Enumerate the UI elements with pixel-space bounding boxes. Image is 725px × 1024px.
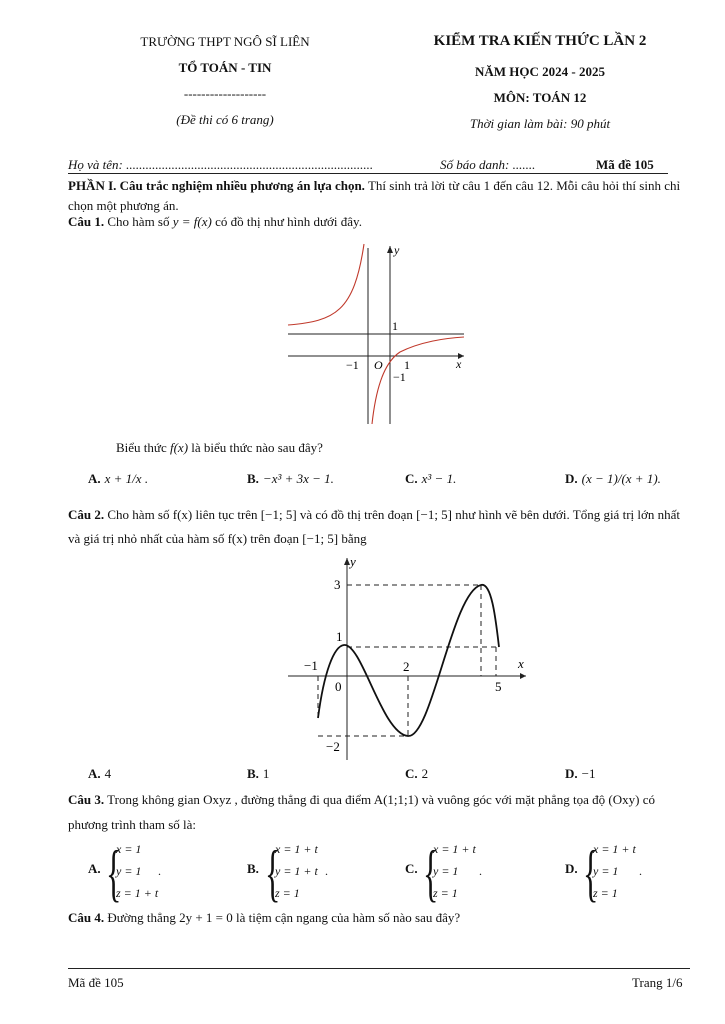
exam-title: KIỂM TRA KIẾN THỨC LẦN 2 (433, 33, 647, 49)
q2-label-neg-one: −1 (304, 658, 318, 673)
q3-option-c[interactable] (423, 837, 513, 908)
q2-option-d[interactable] (565, 766, 595, 782)
q3-option-a-end: . (158, 864, 161, 878)
q2-text: Cho hàm số f(x) liên tục trên [−1; 5] và có đồ thị trên đoạn [−1; 5] như hình vẽ bên dưới. Tổng giá trị lớn nhất và giá trị nhỏ nhất của hàm số f(x) trên đoạn [−1; 5] bằng (68, 507, 680, 546)
q3-option-d-key-wrap[interactable] (565, 861, 582, 877)
q3-option-b-key: B. (247, 861, 259, 876)
q3-option-b-line3: z = 1 (275, 886, 300, 900)
q4-label: Câu 4. (68, 910, 105, 925)
q2-option-b-key: B. (247, 766, 259, 781)
q3-option-b-line2: y = 1 + t (275, 864, 318, 878)
q2-option-b[interactable] (247, 766, 269, 782)
q1-label-origin: O (374, 358, 383, 372)
footer-code: Mã đề 105 (68, 975, 124, 990)
q1-label-one-x: 1 (404, 358, 410, 372)
q1-option-d-key: D. (565, 471, 578, 486)
part1-title: PHẦN I. Câu trắc nghiệm nhiều phương án lựa chọn. (68, 178, 365, 193)
q2-label-neg-two: −2 (326, 739, 340, 754)
q1-option-c-key: C. (405, 471, 418, 486)
q3-option-d-key: D. (565, 861, 578, 876)
q3-option-a-key-wrap[interactable] (88, 861, 105, 877)
q1-prompt-a: Biểu thức (116, 440, 170, 455)
q1-option-b-key: B. (247, 471, 259, 486)
q1-expr: y = f(x) (172, 214, 212, 229)
q1-text-b: có đồ thị như hình dưới đây. (211, 214, 362, 229)
q1-label-y: y (394, 243, 400, 257)
q2-option-a[interactable] (88, 766, 111, 782)
q1-y-arrow (387, 246, 393, 253)
q1-prompt-b: là biểu thức nào sau đây? (188, 440, 323, 455)
school-name: TRƯỜNG THPT NGÔ SĨ LIÊN (140, 34, 310, 49)
q2-option-a-key: A. (88, 766, 101, 781)
q2-statement (68, 503, 693, 551)
q1-label-neg-one-y: −1 (393, 370, 406, 384)
q2-option-c[interactable] (405, 766, 428, 782)
q3-label: Câu 3. (68, 792, 105, 807)
footer-rule (68, 968, 690, 969)
q1-option-a-value: x + 1/x . (104, 471, 149, 486)
q3-option-a-line3: z = 1 + t (116, 886, 159, 900)
footer-page: Trang 1/6 (632, 975, 683, 990)
q1-option-d-value: (x − 1)/(x + 1). (581, 471, 661, 486)
exam-code: Mã đề 105 (596, 157, 654, 172)
q3-option-b[interactable] (265, 837, 355, 908)
id-field: Số báo danh: ....... (440, 157, 536, 172)
q3-statement (68, 787, 693, 837)
q2-label-x: x (518, 656, 524, 671)
group-name: TỔ TOÁN - TIN (178, 60, 272, 75)
q2-label-y: y (350, 554, 356, 569)
name-field: Họ và tên: ............................................................................ (68, 157, 374, 172)
header-divider: ------------------- (183, 86, 267, 101)
header-rule (68, 173, 668, 174)
q1-label-neg-one-x: −1 (346, 358, 359, 372)
q2-graph (282, 552, 532, 764)
q2-label-five: 5 (495, 679, 502, 694)
q3-option-b-key-wrap[interactable] (247, 861, 263, 877)
q2-label-two: 2 (403, 659, 410, 674)
q3-option-b-line1: x = 1 + t (275, 842, 318, 856)
pages-note: (Đề thi có 6 trang) (176, 112, 274, 127)
q1-option-b[interactable] (247, 471, 334, 487)
q3-option-c-end: . (479, 864, 482, 878)
q1-option-a-key: A. (88, 471, 101, 486)
q3-option-a-key: A. (88, 861, 101, 876)
part1-heading (68, 176, 693, 216)
q3-option-b-end: . (325, 864, 328, 878)
q2-option-a-value: 4 (104, 766, 112, 781)
part1-instructions: Thí sinh trả lời từ câu 1 đến câu 12. Mỗi câu hỏi thí sinh chỉ chọn một phương án. (68, 178, 681, 213)
q3-option-a-line2: y = 1 (116, 864, 142, 878)
q2-label-three: 3 (334, 577, 341, 592)
q1-label-one-y: 1 (392, 319, 398, 333)
q1-option-a[interactable] (88, 471, 148, 487)
q3-option-d[interactable] (583, 837, 673, 908)
q3-option-c-key: C. (405, 861, 418, 876)
q1-label-x: x (456, 357, 462, 371)
q3-text: Trong không gian Oxyz , đường thẳng đi qua điểm A(1;1;1) và vuông góc với mặt phẳng tọa độ (Oxy) có phương trình tham số là: (68, 792, 655, 832)
q1-graph (280, 238, 470, 428)
q1-prompt-expr: f(x) (169, 440, 189, 455)
q3-option-c-line3: z = 1 (433, 886, 458, 900)
q1-option-d[interactable] (565, 471, 661, 487)
q3-option-a-line1: x = 1 (116, 842, 142, 856)
q1-prompt (116, 440, 323, 456)
q1-option-c-value: x³ − 1. (421, 471, 457, 486)
q2-label-one: 1 (336, 629, 343, 644)
q1-curve-left (288, 244, 364, 325)
q3-option-a-brace: { (106, 837, 122, 908)
q3-option-a[interactable] (106, 837, 196, 908)
q3-option-d-line3: z = 1 (593, 886, 618, 900)
q2-option-d-key: D. (565, 766, 578, 781)
q4-statement (68, 910, 693, 926)
q1-curve-right (372, 337, 464, 424)
q3-option-c-line1: x = 1 + t (433, 842, 476, 856)
q3-option-d-line1: x = 1 + t (593, 842, 636, 856)
q1-statement (68, 214, 362, 230)
q2-option-b-value: 1 (262, 766, 270, 781)
q4-text: Đường thẳng 2y + 1 = 0 là tiệm cận ngang của hàm số nào sau đây? (104, 910, 461, 925)
q3-option-b-brace: { (265, 837, 281, 908)
q1-option-b-value: −x³ + 3x − 1. (262, 471, 334, 486)
q3-option-c-key-wrap[interactable] (405, 861, 422, 877)
q2-label-zero: 0 (335, 679, 342, 694)
subject: MÔN: TOÁN 12 (493, 90, 587, 105)
q3-option-c-brace: { (423, 837, 439, 908)
school-year: NĂM HỌC 2024 - 2025 (475, 64, 605, 79)
q3-option-c-line2: y = 1 (433, 864, 459, 878)
q2-option-d-value: −1 (581, 766, 596, 781)
q3-option-d-end: . (639, 864, 642, 878)
q2-option-c-key: C. (405, 766, 418, 781)
q3-option-d-line2: y = 1 (593, 864, 619, 878)
q1-option-c[interactable] (405, 471, 456, 487)
q2-x-arrow (520, 673, 526, 679)
exam-time: Thời gian làm bài: 90 phút (469, 116, 611, 131)
q2-label: Câu 2. (68, 507, 105, 522)
q1-text-a: Cho hàm số (104, 214, 173, 229)
q1-label: Câu 1. (68, 214, 105, 229)
q2-option-c-value: 2 (421, 766, 429, 781)
q3-option-d-brace: { (583, 837, 599, 908)
